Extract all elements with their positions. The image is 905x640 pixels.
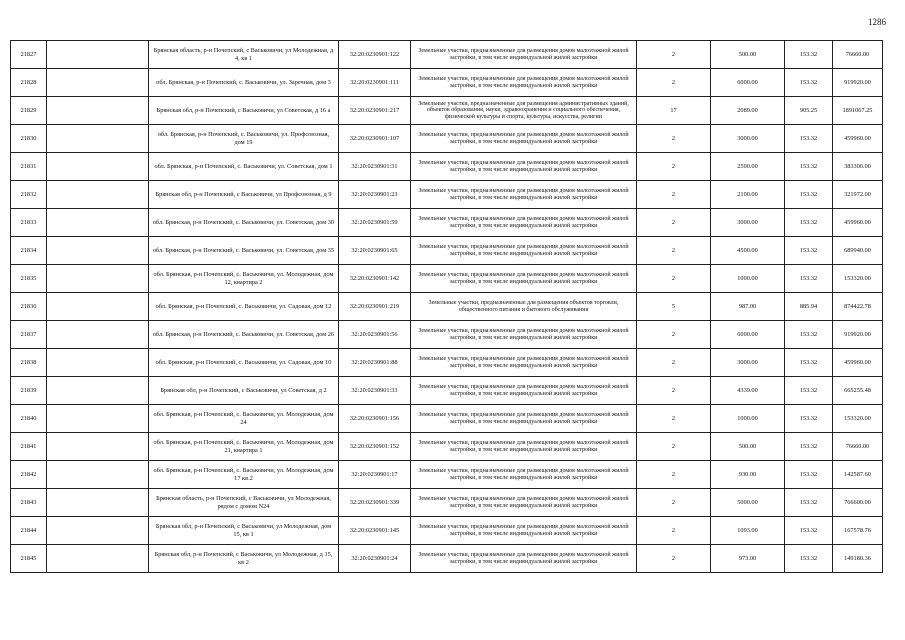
cadastral-number-cell: 32:20:0230901:65 bbox=[339, 237, 411, 265]
empty-cell bbox=[47, 377, 149, 405]
empty-cell bbox=[47, 321, 149, 349]
specific-value-cell: 153.32 bbox=[785, 517, 833, 545]
empty-cell bbox=[47, 405, 149, 433]
cadastral-value-cell: 167578.76 bbox=[833, 517, 883, 545]
row-number-cell: 21840 bbox=[11, 405, 47, 433]
row-number-cell: 21839 bbox=[11, 377, 47, 405]
table-row bbox=[11, 545, 883, 573]
cadastral-number-cell: 32:20:0230901:17 bbox=[339, 461, 411, 489]
cadastral-value-cell: 383300.00 bbox=[833, 153, 883, 181]
row-number-cell: 21827 bbox=[11, 41, 47, 69]
table-row bbox=[11, 517, 883, 545]
row-number-cell: 21829 bbox=[11, 97, 47, 125]
address-cell: Брянская область, р-н Почепский, с Васьковичи, ул Молодежная, д 4, кв 1 bbox=[149, 41, 339, 69]
row-number-cell: 21830 bbox=[11, 125, 47, 153]
table-row bbox=[11, 321, 883, 349]
address-cell: обл. Брянская, р-н Почепский, с. Васьковичи, ул. Профсоюзная, дом 19 bbox=[149, 125, 339, 153]
specific-value-cell: 153.32 bbox=[785, 181, 833, 209]
cadastral-value-cell: 142587.60 bbox=[833, 461, 883, 489]
group-cell: 2 bbox=[637, 265, 711, 293]
specific-value-cell: 153.32 bbox=[785, 265, 833, 293]
cadastral-value-table bbox=[10, 40, 883, 573]
area-cell: 3000.00 bbox=[711, 209, 785, 237]
cadastral-value-cell: 874422.78 bbox=[833, 293, 883, 321]
area-cell: 4339.00 bbox=[711, 377, 785, 405]
row-number-cell: 21833 bbox=[11, 209, 47, 237]
group-cell: 2 bbox=[637, 181, 711, 209]
area-cell: 500.00 bbox=[711, 433, 785, 461]
permitted-use-cell: Земельные участки, предназначенные для размещения объектов торговли, общественного питания и бытового обслуживания bbox=[411, 293, 637, 321]
row-number-cell: 21842 bbox=[11, 461, 47, 489]
area-cell: 4500.00 bbox=[711, 237, 785, 265]
permitted-use-cell: Земельные участки, предназначенные для размещения домов малоэтажной жилой застройки, в том числе индивидуальной жилой застройки bbox=[411, 489, 637, 517]
empty-cell bbox=[47, 461, 149, 489]
group-cell: 2 bbox=[637, 237, 711, 265]
address-cell: обл. Брянская, р-н Почепский, с. Васьковичи, ул. Садовая, дом 12 bbox=[149, 293, 339, 321]
group-cell: 2 bbox=[637, 321, 711, 349]
empty-cell bbox=[47, 209, 149, 237]
cadastral-value-cell: 76660.00 bbox=[833, 41, 883, 69]
group-cell: 2 bbox=[637, 405, 711, 433]
permitted-use-cell: Земельные участки, предназначенные для размещения домов малоэтажной жилой застройки, в том числе индивидуальной жилой застройки bbox=[411, 181, 637, 209]
table-body bbox=[11, 41, 883, 573]
cadastral-number-cell: 32:20:0230901:156 bbox=[339, 405, 411, 433]
specific-value-cell: 153.32 bbox=[785, 153, 833, 181]
table-row bbox=[11, 41, 883, 69]
cadastral-number-cell: 32:20:0230901:56 bbox=[339, 321, 411, 349]
address-cell: обл. Брянская, р-н Почепский, с. Васьковичи, ул. Заречная, дом 3 bbox=[149, 69, 339, 97]
specific-value-cell: 153.32 bbox=[785, 321, 833, 349]
address-cell: Брянская обл, р-н Почепский, с Васьковичи, ул Молодежная, д 15, кв 2 bbox=[149, 545, 339, 573]
address-cell: обл. Брянская, р-н Почепский, с. Васьковичи, ул. Садовая, дом 10 bbox=[149, 349, 339, 377]
specific-value-cell: 885.94 bbox=[785, 293, 833, 321]
address-cell: обл. Брянская, р-н Почепский, с. Васьковичи, ул. Молодежная, дом 17 кв.2 bbox=[149, 461, 339, 489]
specific-value-cell: 153.32 bbox=[785, 69, 833, 97]
address-cell: Брянская обл, р-н Почепский, с Васьковичи, ул Профсоюзная, д 9 bbox=[149, 181, 339, 209]
cadastral-value-cell: 153320.00 bbox=[833, 265, 883, 293]
permitted-use-cell: Земельные участки, предназначенные для размещения домов малоэтажной жилой застройки, в том числе индивидуальной жилой застройки bbox=[411, 209, 637, 237]
empty-cell bbox=[47, 517, 149, 545]
permitted-use-cell: Земельные участки, предназначенные для размещения домов малоэтажной жилой застройки, в том числе индивидуальной жилой застройки bbox=[411, 377, 637, 405]
permitted-use-cell: Земельные участки, предназначенные для размещения домов малоэтажной жилой застройки, в том числе индивидуальной жилой застройки bbox=[411, 461, 637, 489]
address-cell: обл. Брянская, р-н Почепский, с. Васьковичи, ул. Советская, дом 26 bbox=[149, 321, 339, 349]
cadastral-number-cell: 32:20:0230901:59 bbox=[339, 209, 411, 237]
table-row bbox=[11, 209, 883, 237]
cadastral-value-cell: 689940.00 bbox=[833, 237, 883, 265]
row-number-cell: 21836 bbox=[11, 293, 47, 321]
specific-value-cell: 153.32 bbox=[785, 545, 833, 573]
cadastral-number-cell: 32:20:0230901:111 bbox=[339, 69, 411, 97]
table-row bbox=[11, 433, 883, 461]
cadastral-number-cell: 32:20:0230901:122 bbox=[339, 41, 411, 69]
table-row bbox=[11, 237, 883, 265]
table-row bbox=[11, 69, 883, 97]
specific-value-cell: 153.32 bbox=[785, 461, 833, 489]
cadastral-value-cell: 459960.00 bbox=[833, 209, 883, 237]
address-cell: обл. Брянская, р-н Почепский, с. Васьковичи, ул. Советская, дом 30 bbox=[149, 209, 339, 237]
page-number: 1286 bbox=[868, 17, 886, 27]
cadastral-value-cell: 459960.00 bbox=[833, 125, 883, 153]
group-cell: 2 bbox=[637, 377, 711, 405]
cadastral-value-cell: 153320.00 bbox=[833, 405, 883, 433]
group-cell: 2 bbox=[637, 433, 711, 461]
area-cell: 6000.00 bbox=[711, 321, 785, 349]
empty-cell bbox=[47, 489, 149, 517]
row-number-cell: 21828 bbox=[11, 69, 47, 97]
cadastral-number-cell: 32:20:0230901:107 bbox=[339, 125, 411, 153]
address-cell: Брянская обл, р-н Почепский, с Васьковичи, ул Молодежная, дом 15, кв 1 bbox=[149, 517, 339, 545]
empty-cell bbox=[47, 433, 149, 461]
cadastral-number-cell: 32:20:0230901:142 bbox=[339, 265, 411, 293]
table-row bbox=[11, 125, 883, 153]
specific-value-cell: 153.32 bbox=[785, 209, 833, 237]
permitted-use-cell: Земельные участки, предназначенные для размещения домов малоэтажной жилой застройки, в том числе индивидуальной жилой застройки bbox=[411, 321, 637, 349]
row-number-cell: 21838 bbox=[11, 349, 47, 377]
empty-cell bbox=[47, 41, 149, 69]
permitted-use-cell: Земельные участки, предназначенные для размещения домов малоэтажной жилой застройки, в том числе индивидуальной жилой застройки bbox=[411, 153, 637, 181]
group-cell: 17 bbox=[637, 97, 711, 125]
group-cell: 5 bbox=[637, 293, 711, 321]
address-cell: Брянская обл, р-н Почепский, с Васьковичи, ул Советская, д 2 bbox=[149, 377, 339, 405]
empty-cell bbox=[47, 349, 149, 377]
address-cell: Брянская обл, р-н Почепский, с Васьковичи, ул Советская, д 16 а bbox=[149, 97, 339, 125]
empty-cell bbox=[47, 69, 149, 97]
specific-value-cell: 153.32 bbox=[785, 349, 833, 377]
group-cell: 2 bbox=[637, 517, 711, 545]
area-cell: 1000.00 bbox=[711, 265, 785, 293]
row-number-cell: 21834 bbox=[11, 237, 47, 265]
table-row bbox=[11, 293, 883, 321]
area-cell: 973.00 bbox=[711, 545, 785, 573]
cadastral-number-cell: 32:20:0230901:33 bbox=[339, 377, 411, 405]
empty-cell bbox=[47, 153, 149, 181]
table-row bbox=[11, 349, 883, 377]
row-number-cell: 21845 bbox=[11, 545, 47, 573]
permitted-use-cell: Земельные участки, предназначенные для размещения домов малоэтажной жилой застройки, в том числе индивидуальной жилой застройки bbox=[411, 405, 637, 433]
area-cell: 2089.00 bbox=[711, 97, 785, 125]
cadastral-number-cell: 32:20:0230901:219 bbox=[339, 293, 411, 321]
cadastral-value-cell: 76660.00 bbox=[833, 433, 883, 461]
permitted-use-cell: Земельные участки, предназначенные для размещения домов малоэтажной жилой застройки, в том числе индивидуальной жилой застройки bbox=[411, 545, 637, 573]
area-cell: 930.00 bbox=[711, 461, 785, 489]
row-number-cell: 21841 bbox=[11, 433, 47, 461]
table-row bbox=[11, 461, 883, 489]
group-cell: 2 bbox=[637, 461, 711, 489]
empty-cell bbox=[47, 181, 149, 209]
table-row bbox=[11, 153, 883, 181]
area-cell: 5000.00 bbox=[711, 489, 785, 517]
cadastral-value-cell: 459960.00 bbox=[833, 349, 883, 377]
specific-value-cell: 153.32 bbox=[785, 377, 833, 405]
area-cell: 1000.00 bbox=[711, 405, 785, 433]
cadastral-value-cell: 149180.36 bbox=[833, 545, 883, 573]
address-cell: обл. Брянская, р-н Почепский, с. Васьковичи, ул. Молодежная, дом 21, квартира 1 bbox=[149, 433, 339, 461]
area-cell: 3000.00 bbox=[711, 125, 785, 153]
address-cell: обл. Брянская, р-н Почепский, с. Васьковичи, ул. Советская, дом 1 bbox=[149, 153, 339, 181]
group-cell: 2 bbox=[637, 349, 711, 377]
cadastral-value-cell: 321972.00 bbox=[833, 181, 883, 209]
table-row bbox=[11, 181, 883, 209]
area-cell: 6000.00 bbox=[711, 69, 785, 97]
row-number-cell: 21831 bbox=[11, 153, 47, 181]
empty-cell bbox=[47, 265, 149, 293]
specific-value-cell: 153.32 bbox=[785, 405, 833, 433]
table-row bbox=[11, 489, 883, 517]
table-row bbox=[11, 97, 883, 125]
area-cell: 500.00 bbox=[711, 41, 785, 69]
cadastral-number-cell: 32:20:0230901:152 bbox=[339, 433, 411, 461]
empty-cell bbox=[47, 125, 149, 153]
specific-value-cell: 905.25 bbox=[785, 97, 833, 125]
cadastral-number-cell: 32:20:0230901:31 bbox=[339, 153, 411, 181]
table-row bbox=[11, 377, 883, 405]
address-cell: обл. Брянская, р-н Почепский, с. Васьковичи, ул. Советская, дом 35 bbox=[149, 237, 339, 265]
cadastral-number-cell: 32:20:0230901:145 bbox=[339, 517, 411, 545]
permitted-use-cell: Земельные участки, предназначенные для размещения домов малоэтажной жилой застройки, в том числе индивидуальной жилой застройки bbox=[411, 237, 637, 265]
row-number-cell: 21837 bbox=[11, 321, 47, 349]
row-number-cell: 21843 bbox=[11, 489, 47, 517]
group-cell: 2 bbox=[637, 545, 711, 573]
permitted-use-cell: Земельные участки, предназначенные для размещения административных зданий, объектов образования, науки, здравоохранения и социального обеспечения, физической культуры и спорта, культуры, искусства, религии bbox=[411, 97, 637, 125]
cadastral-number-cell: 32:20:0230901:23 bbox=[339, 181, 411, 209]
area-cell: 1093.00 bbox=[711, 517, 785, 545]
specific-value-cell: 153.32 bbox=[785, 237, 833, 265]
cadastral-number-cell: 32:20:0230901:339 bbox=[339, 489, 411, 517]
row-number-cell: 21844 bbox=[11, 517, 47, 545]
group-cell: 2 bbox=[637, 209, 711, 237]
permitted-use-cell: Земельные участки, предназначенные для размещения домов малоэтажной жилой застройки, в том числе индивидуальной жилой застройки bbox=[411, 349, 637, 377]
empty-cell bbox=[47, 97, 149, 125]
specific-value-cell: 153.32 bbox=[785, 125, 833, 153]
cadastral-number-cell: 32:20:0230901:217 bbox=[339, 97, 411, 125]
specific-value-cell: 153.32 bbox=[785, 489, 833, 517]
address-cell: обл. Брянская, р-н Почепский, с. Васьковичи, ул. Молодежная, дом 12, квартира 2 bbox=[149, 265, 339, 293]
group-cell: 2 bbox=[637, 153, 711, 181]
address-cell: обл. Брянская, р-н Почепский, с. Васьковичи, ул. Молодежная, дом 24 bbox=[149, 405, 339, 433]
group-cell: 2 bbox=[637, 489, 711, 517]
permitted-use-cell: Земельные участки, предназначенные для размещения домов малоэтажной жилой застройки, в том числе индивидуальной жилой застройки bbox=[411, 125, 637, 153]
cadastral-value-cell: 1891067.25 bbox=[833, 97, 883, 125]
cadastral-value-cell: 919920.00 bbox=[833, 69, 883, 97]
cadastral-value-cell: 665255.48 bbox=[833, 377, 883, 405]
group-cell: 2 bbox=[637, 125, 711, 153]
row-number-cell: 21835 bbox=[11, 265, 47, 293]
permitted-use-cell: Земельные участки, предназначенные для размещения домов малоэтажной жилой застройки, в том числе индивидуальной жилой застройки bbox=[411, 433, 637, 461]
empty-cell bbox=[47, 237, 149, 265]
empty-cell bbox=[47, 545, 149, 573]
permitted-use-cell: Земельные участки, предназначенные для размещения домов малоэтажной жилой застройки, в том числе индивидуальной жилой застройки bbox=[411, 265, 637, 293]
area-cell: 3000.00 bbox=[711, 349, 785, 377]
empty-cell bbox=[47, 293, 149, 321]
permitted-use-cell: Земельные участки, предназначенные для размещения домов малоэтажной жилой застройки, в том числе индивидуальной жилой застройки bbox=[411, 41, 637, 69]
permitted-use-cell: Земельные участки, предназначенные для размещения домов малоэтажной жилой застройки, в том числе индивидуальной жилой застройки bbox=[411, 69, 637, 97]
group-cell: 2 bbox=[637, 69, 711, 97]
area-cell: 987.00 bbox=[711, 293, 785, 321]
cadastral-value-cell: 919920.00 bbox=[833, 321, 883, 349]
permitted-use-cell: Земельные участки, предназначенные для размещения домов малоэтажной жилой застройки, в том числе индивидуальной жилой застройки bbox=[411, 517, 637, 545]
table-row bbox=[11, 405, 883, 433]
row-number-cell: 21832 bbox=[11, 181, 47, 209]
cadastral-number-cell: 32:20:0230901:24 bbox=[339, 545, 411, 573]
cadastral-value-cell: 766600.00 bbox=[833, 489, 883, 517]
area-cell: 2500.00 bbox=[711, 153, 785, 181]
area-cell: 2100.00 bbox=[711, 181, 785, 209]
specific-value-cell: 153.32 bbox=[785, 433, 833, 461]
table-row bbox=[11, 265, 883, 293]
group-cell: 2 bbox=[637, 41, 711, 69]
cadastral-number-cell: 32:20:0230901:88 bbox=[339, 349, 411, 377]
address-cell: Брянская область, р-н Почепский, с Васьковичи, ул Молодежная, рядом с домом N24 bbox=[149, 489, 339, 517]
specific-value-cell: 153.32 bbox=[785, 41, 833, 69]
